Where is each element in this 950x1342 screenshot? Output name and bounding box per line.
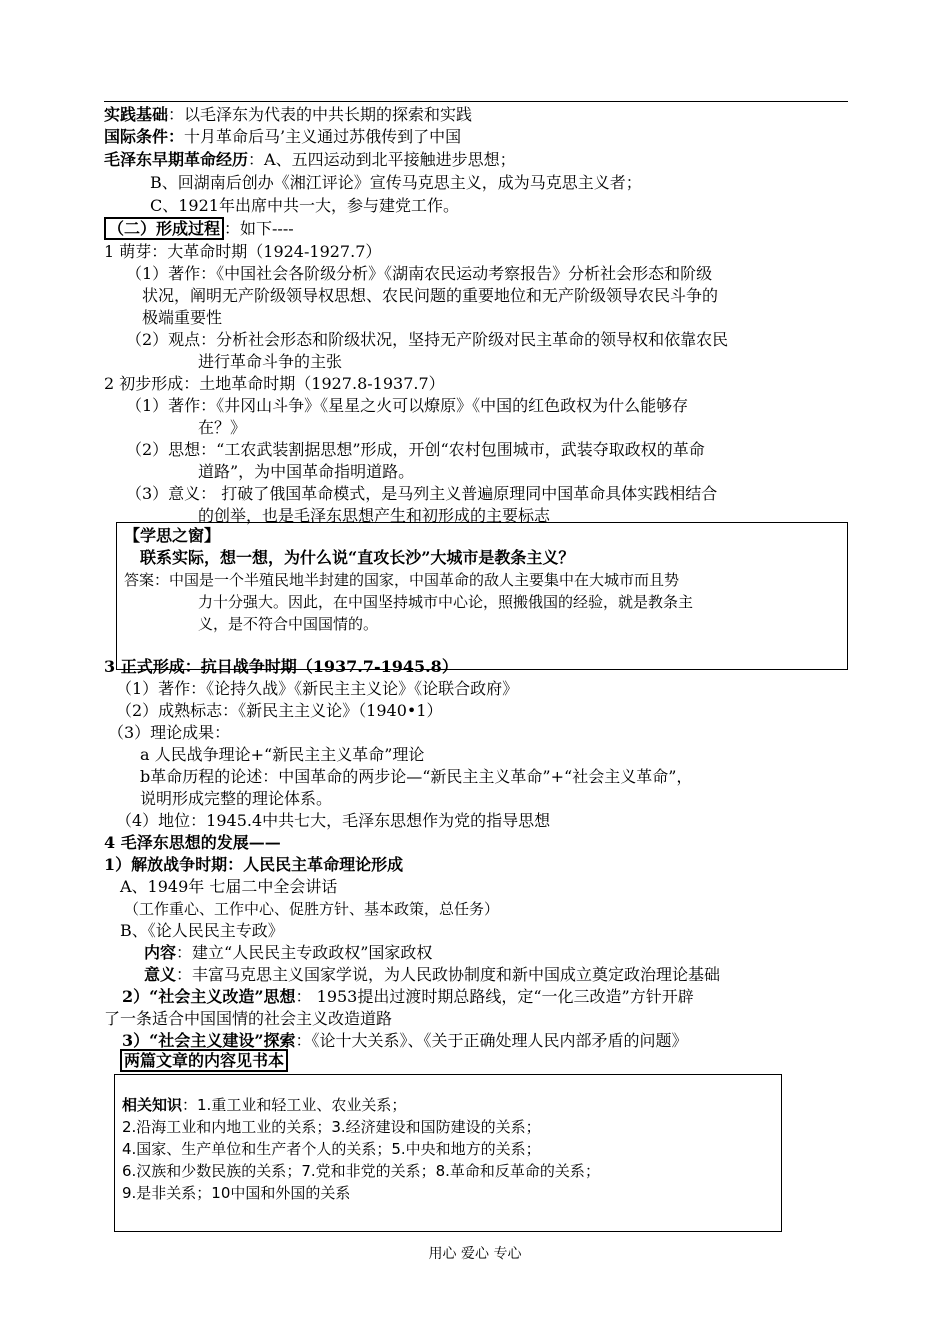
line-3-3: （3）理论成果： [108, 723, 231, 742]
text: ：A、五四运动到北平接触进步思想； [248, 150, 516, 169]
knowledge-line-5: 9.是非关系；10中国和外国的关系 [122, 1184, 351, 1202]
text: ：建立“人民民主专政政权”国家政权 [176, 943, 433, 962]
knowledge-line-4: 6.汉族和少数民族的关系；7.党和非党的关系；8.革命和反革命的关系； [122, 1162, 600, 1180]
text: 十月革命后马’主义通过苏俄传到了中国 [184, 127, 462, 146]
line-content [144, 942, 432, 964]
text: ：《论十大关系》、《关于正确处理人民内部矛盾的问题》 [295, 1031, 688, 1050]
section-heading: （二）形成过程 [104, 217, 224, 240]
line-early-experience [104, 149, 516, 171]
label: 2）“社会主义改造”思想 [122, 987, 296, 1006]
line-3-3c: 说明形成完整的理论体系。 [140, 789, 333, 808]
line-3-3a: a 人民战争理论+“新民主主义革命”理论 [140, 745, 425, 764]
study-window-question: 联系实际，想一想，为什么说“直攻长沙”大城市是教条主义？ [140, 548, 575, 567]
knowledge-line-2: 2.沿海工业和内地工业的关系；3.经济建设和国防建设的关系； [122, 1118, 541, 1136]
study-window-answer-3: 义，是不符合中国国情的。 [198, 615, 379, 633]
line-two-articles [120, 1050, 288, 1072]
line-1: 1 萌芽：大革命时期（1924-1927.7） [104, 242, 382, 261]
line-1-1b: 状况，阐明无产阶级领导权思想、农民问题的重要地位和无产阶级领导农民斗争的 [142, 286, 719, 305]
page-footer: 用心 爱心 专心 [428, 1246, 522, 1262]
line-3-4: （4）地位：1945.4中共七大，毛泽东思想作为党的指导思想 [116, 811, 551, 830]
line-1-2: （2）观点：分析社会形态和阶级状况，坚持无产阶级对民主革命的领导权和依靠农民 [126, 330, 729, 349]
line-international [104, 126, 461, 148]
line-1-1c: 极端重要性 [142, 308, 223, 327]
line-4-2b: 了一条适合中国国情的社会主义改造道路 [104, 1009, 393, 1028]
top-rule [104, 101, 848, 102]
line-practice-basis [104, 104, 472, 126]
line-c: C、1921年出席中共一大，参与建党工作。 [150, 196, 459, 215]
line-4-1a: A、1949年 七届二中全会讲话 [120, 877, 338, 896]
line-4: 4 毛泽东思想的发展—— [104, 833, 281, 852]
label: 实践基础 [104, 105, 169, 124]
two-articles-note: 两篇文章的内容见书本 [120, 1049, 288, 1072]
label: 3）“社会主义建设”探索 [122, 1031, 296, 1050]
line-2-1b: 在？》 [198, 418, 247, 437]
line-2: 2 初步形成：土地革命时期（1927.8-1937.7） [104, 374, 445, 393]
line-3-2: （2）成熟标志：《新民主主义论》（1940•1） [116, 701, 443, 720]
line-4-1a-detail: （工作重心、工作中心、促胜方针、基本政策，总任务） [124, 900, 500, 918]
line-4-1: 1）解放战争时期：人民民主革命理论形成 [104, 855, 404, 874]
line-3-3b: b革命历程的论述：中国革命的两步论—“新民主主义革命”+“社会主义革命”， [140, 767, 693, 786]
line-2-2b: 道路”，为中国革命指明道路。 [198, 462, 415, 481]
line-formation-heading [104, 218, 294, 240]
line-4-1b: B、《论人民民主专政》 [120, 921, 284, 940]
text: ： 1953提出过渡时期总路线，定“一化三改造”方针开辟 [295, 987, 694, 1006]
knowledge-line-3: 4.国家、生产单位和生产者个人的关系；5.中央和地方的关系； [122, 1140, 541, 1158]
study-window-answer-1: 答案：中国是一个半殖民地半封建的国家，中国革命的敌人主要集中在大城市而且势 [124, 571, 680, 589]
text: ：如下---- [224, 219, 294, 238]
line-2-3b: 的创举，也是毛泽东思想产生和初形成的主要标志 [198, 506, 551, 525]
label: 意义 [144, 965, 177, 984]
study-window-title: 【学思之窗】 [124, 526, 221, 545]
line-b: B、回湖南后创办《湘江评论》宣传马克思主义，成为马克思主义者； [150, 173, 642, 192]
study-window-answer-2: 力十分强大。因此，在中国坚持城市中心论，照搬俄国的经验，就是教条主 [198, 593, 694, 611]
line-2-1: （1）著作：《井冈山斗争》《星星之火可以燎原》《中国的红色政权为什么能够存 [126, 396, 689, 415]
line-significance [144, 964, 720, 986]
label: 毛泽东早期革命经历 [104, 150, 249, 169]
line-1-1: （1）著作：《中国社会各阶级分析》《湖南农民运动考察报告》分析社会形态和阶级 [126, 264, 713, 283]
line-4-2 [122, 986, 694, 1008]
line-3: 3 正式形成：抗日战争时期（1937.7-1945.8） [104, 657, 458, 676]
text: ：丰富马克思主义国家学说，为人民政协制度和新中国成立奠定政治理论基础 [176, 965, 721, 984]
text: ：1.重工业和轻工业、农业关系； [182, 1096, 407, 1114]
label: 国际条件： [104, 127, 185, 146]
line-2-3: （3）意义： 打破了俄国革命模式，是马列主义普遍原理同中国革命具体实践相结合 [126, 484, 718, 503]
line-2-2: （2）思想：“工农武装割据思想”形成，开创“农村包围城市，武装夺取政权的革命 [126, 440, 705, 459]
text: ：以毛泽东为代表的中共长期的探索和实践 [168, 105, 473, 124]
knowledge-line-1 [122, 1094, 406, 1116]
label: 相关知识 [122, 1096, 183, 1114]
label: 内容 [144, 943, 177, 962]
line-1-2b: 进行革命斗争的主张 [198, 352, 343, 371]
line-3-1: （1）著作：《论持久战》《新民主主义论》《论联合政府》 [116, 679, 519, 698]
